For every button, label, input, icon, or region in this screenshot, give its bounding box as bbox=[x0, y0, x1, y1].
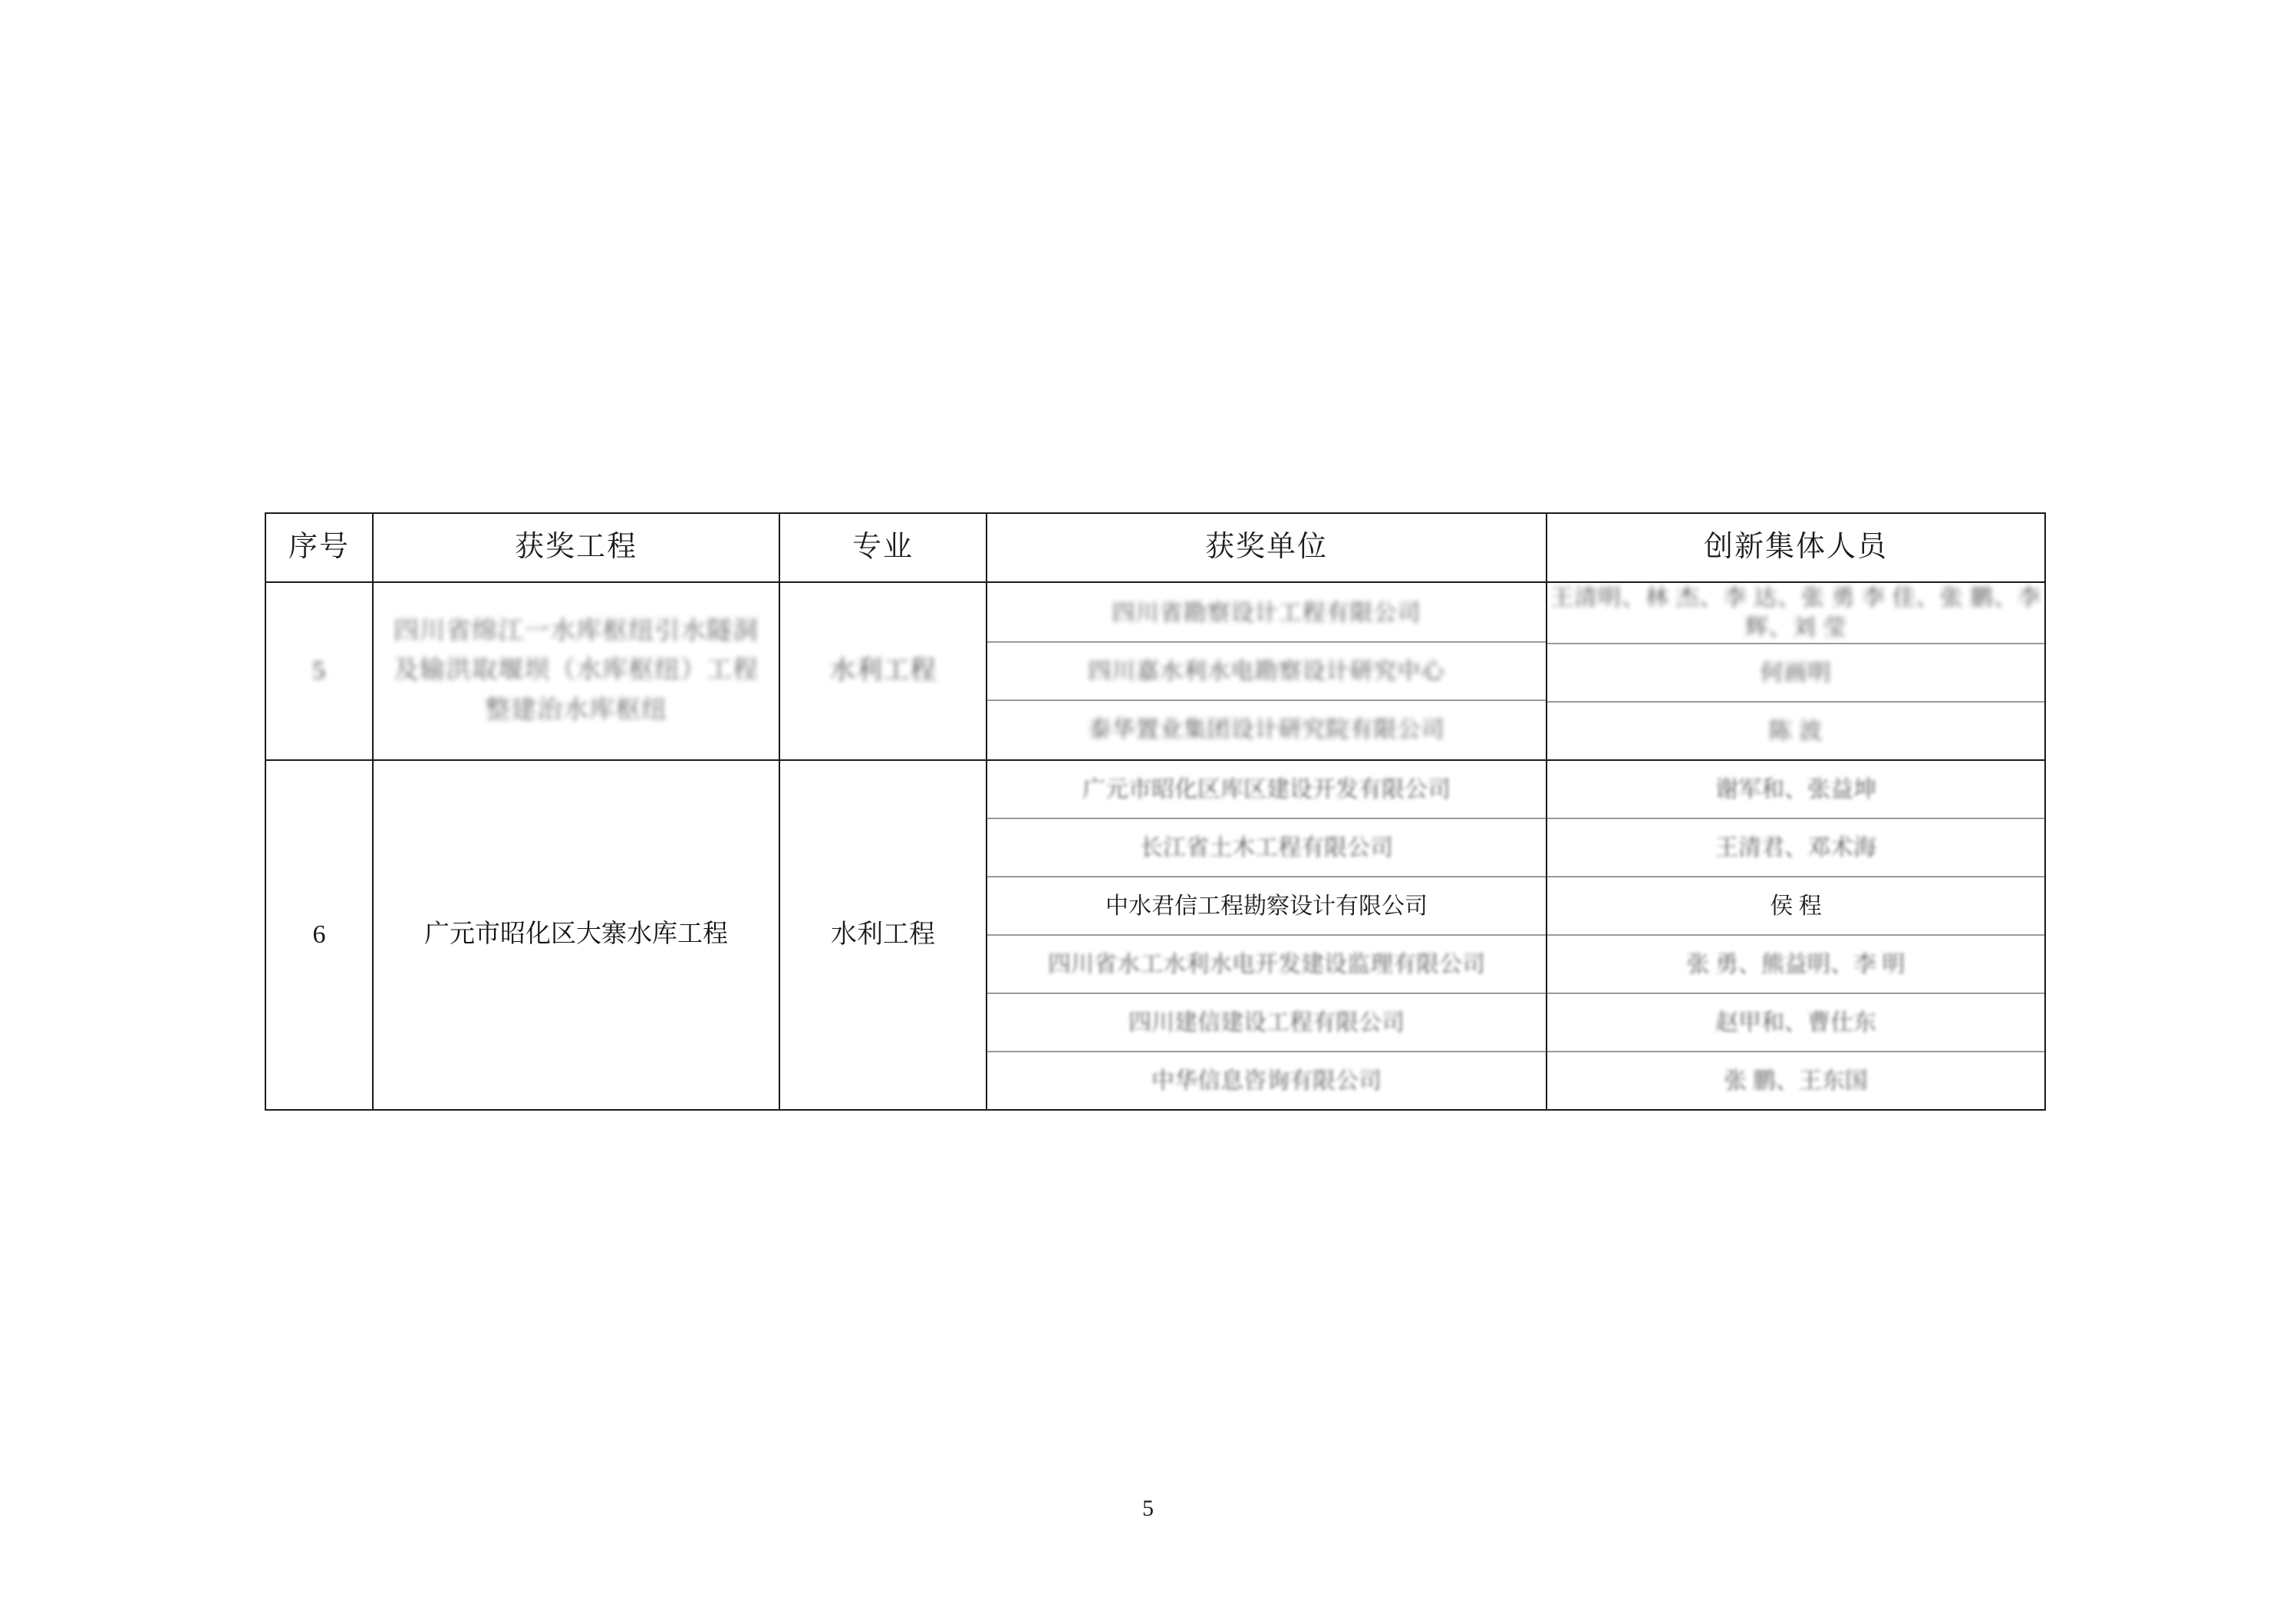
header-cell-team: 创新集体人员 bbox=[1547, 513, 2045, 582]
cell-team-group bbox=[1547, 760, 2045, 1110]
table-row bbox=[265, 582, 2045, 760]
award-projects-table bbox=[265, 512, 2046, 1111]
cell-unit-group bbox=[987, 582, 1547, 760]
page-number: 5 bbox=[1142, 1496, 1154, 1521]
cell-sequence: 5 bbox=[265, 582, 373, 760]
unit-name: 四川建信建设工程有限公司 bbox=[987, 993, 1546, 1052]
table-header-row bbox=[265, 513, 2045, 582]
unit-subtable bbox=[987, 761, 1546, 1109]
team-members: 谢军和、张益坤 bbox=[1547, 761, 2044, 818]
team-members: 张 勇、熊益明、李 明 bbox=[1547, 935, 2044, 993]
unit-subtable bbox=[987, 584, 1546, 758]
team-members: 王清君、邓术海 bbox=[1547, 818, 2044, 877]
cell-project: 四川省绵江一水库枢纽引水隧洞及输洪取堰坝（水库枢纽）工程整建治水库枢纽 bbox=[373, 582, 779, 760]
team-members: 赵甲和、曹仕东 bbox=[1547, 993, 2044, 1052]
unit-name: 长江省土木工程有限公司 bbox=[987, 818, 1546, 877]
cell-project: 广元市昭化区大寨水库工程 bbox=[373, 760, 779, 1110]
unit-name: 四川省水工水利水电开发建设监理有限公司 bbox=[987, 935, 1546, 993]
header-cell-project: 获奖工程 bbox=[373, 513, 779, 582]
team-members: 王清明、林 杰、李 达、张 勇 李 佳、张 鹏、李 辉、刘 莹 bbox=[1547, 583, 2044, 644]
cell-major: 水利工程 bbox=[779, 760, 987, 1110]
unit-name: 四川嘉水利水电勘察设计研究中心 bbox=[987, 642, 1546, 700]
cell-sequence: 6 bbox=[265, 760, 373, 1110]
header-cell-unit: 获奖单位 bbox=[987, 513, 1547, 582]
unit-name: 四川省勘察设计工程有限公司 bbox=[987, 584, 1546, 642]
team-subtable bbox=[1547, 761, 2044, 1109]
cell-unit-group bbox=[987, 760, 1547, 1110]
cell-major: 水利工程 bbox=[779, 582, 987, 760]
header-cell-major: 专业 bbox=[779, 513, 987, 582]
cell-team-group bbox=[1547, 582, 2045, 760]
unit-name: 中华信息咨询有限公司 bbox=[1151, 1068, 1382, 1094]
unit-name: 广元市昭化区库区建设开发有限公司 bbox=[987, 761, 1546, 818]
team-subtable bbox=[1547, 583, 2044, 759]
table-row bbox=[265, 760, 2045, 1110]
unit-name: 泰华置业集团设计研究院有限公司 bbox=[1088, 716, 1445, 742]
team-members: 何画明 bbox=[1547, 644, 2044, 702]
unit-name: 中水君信工程勘察设计有限公司 bbox=[987, 877, 1546, 935]
team-members: 张 鹏、王东国 bbox=[1724, 1068, 1868, 1094]
header-cell-seq: 序号 bbox=[265, 513, 373, 582]
team-members: 侯 程 bbox=[1547, 877, 2044, 935]
team-members: 陈 波 bbox=[1768, 718, 1823, 744]
